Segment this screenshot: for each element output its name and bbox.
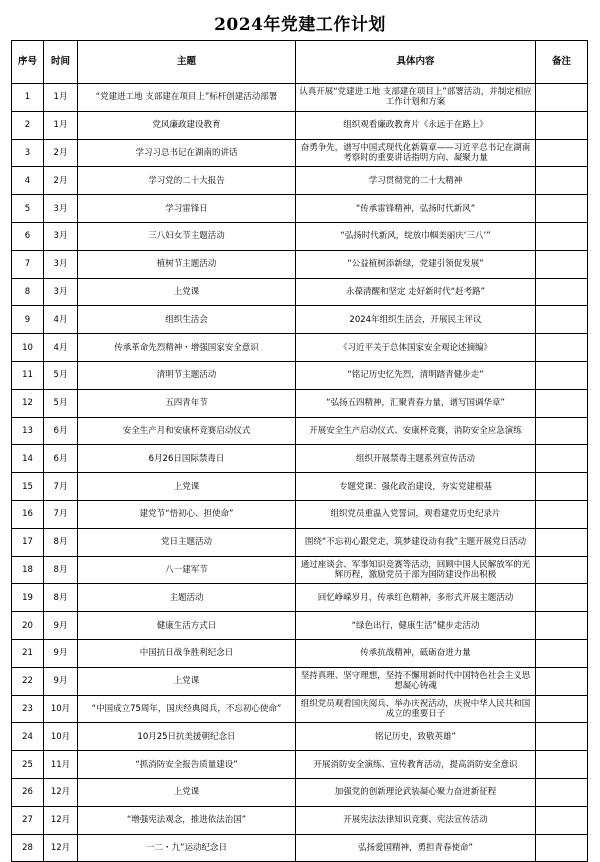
document-title: 2024年党建工作计划 bbox=[214, 15, 386, 35]
cell-no: 10 bbox=[12, 334, 44, 362]
cell-content: “公益植树添新绿，党建引领促发展” bbox=[296, 250, 536, 278]
cell-no: 19 bbox=[12, 584, 44, 612]
cell-content: “绿色出行，健康生活”健步走活动 bbox=[296, 612, 536, 640]
cell-note bbox=[536, 723, 588, 751]
cell-no: 5 bbox=[12, 195, 44, 223]
cell-note bbox=[536, 195, 588, 223]
cell-topic: 上党课 bbox=[78, 667, 296, 695]
cell-topic: 清明节主题活动 bbox=[78, 361, 296, 389]
cell-topic: 学习党的二十大报告 bbox=[78, 167, 296, 195]
cell-note bbox=[536, 222, 588, 250]
header-time: 时间 bbox=[44, 41, 78, 84]
table-row bbox=[12, 612, 588, 640]
cell-no: 26 bbox=[12, 778, 44, 806]
cell-content: 组织观看廉政教育片《永远于在路上》 bbox=[296, 111, 536, 139]
table-row bbox=[12, 723, 588, 751]
cell-no: 23 bbox=[12, 695, 44, 723]
table-row bbox=[12, 139, 588, 167]
table-row bbox=[12, 667, 588, 695]
cell-no: 3 bbox=[12, 139, 44, 167]
cell-topic: 组织生活会 bbox=[78, 306, 296, 334]
cell-content: 《习近平关于总体国家安全观论述摘编》 bbox=[296, 334, 536, 362]
cell-note bbox=[536, 334, 588, 362]
table-row bbox=[12, 556, 588, 584]
cell-time: 12月 bbox=[44, 834, 78, 862]
cell-note bbox=[536, 751, 588, 779]
cell-note bbox=[536, 806, 588, 834]
cell-content: 加强党的创新理论武装凝心聚力奋进新征程 bbox=[296, 778, 536, 806]
cell-topic: 6月26日国际禁毒日 bbox=[78, 445, 296, 473]
table-row bbox=[12, 84, 588, 112]
table-row bbox=[12, 639, 588, 667]
cell-content: 铭记历史，致敬英雄” bbox=[296, 723, 536, 751]
cell-note bbox=[536, 612, 588, 640]
cell-no: 28 bbox=[12, 834, 44, 862]
cell-note bbox=[536, 306, 588, 334]
cell-time: 9月 bbox=[44, 612, 78, 640]
cell-content: “传承雷锋精神，弘扬时代新风” bbox=[296, 195, 536, 223]
cell-topic: 植树节主题活动 bbox=[78, 250, 296, 278]
cell-no: 6 bbox=[12, 222, 44, 250]
cell-topic: 学习习总书记在湖南的讲话 bbox=[78, 139, 296, 167]
cell-note bbox=[536, 445, 588, 473]
table-row bbox=[12, 361, 588, 389]
cell-time: 4月 bbox=[44, 306, 78, 334]
header-note: 备注 bbox=[536, 41, 588, 84]
table-row bbox=[12, 195, 588, 223]
cell-time: 6月 bbox=[44, 445, 78, 473]
cell-topic: 上党课 bbox=[78, 778, 296, 806]
plan-table bbox=[11, 40, 588, 862]
cell-topic: 党日主题活动 bbox=[78, 528, 296, 556]
cell-content: 专题党课：强化政治建设，夯实党建根基 bbox=[296, 473, 536, 501]
cell-note bbox=[536, 250, 588, 278]
cell-no: 21 bbox=[12, 639, 44, 667]
cell-time: 3月 bbox=[44, 195, 78, 223]
cell-time: 7月 bbox=[44, 473, 78, 501]
cell-time: 5月 bbox=[44, 361, 78, 389]
cell-content: 开展宪法法律知识竞赛、宪法宣传活动 bbox=[296, 806, 536, 834]
header-content: 具体内容 bbox=[296, 41, 536, 84]
table-row bbox=[12, 111, 588, 139]
table-row bbox=[12, 473, 588, 501]
cell-time: 1月 bbox=[44, 111, 78, 139]
cell-no: 24 bbox=[12, 723, 44, 751]
cell-no: 8 bbox=[12, 278, 44, 306]
cell-time: 1月 bbox=[44, 84, 78, 112]
table-row bbox=[12, 695, 588, 723]
cell-note bbox=[536, 778, 588, 806]
cell-note bbox=[536, 834, 588, 862]
table-row bbox=[12, 834, 588, 862]
cell-note bbox=[536, 167, 588, 195]
table-row bbox=[12, 250, 588, 278]
cell-time: 5月 bbox=[44, 389, 78, 417]
cell-note bbox=[536, 584, 588, 612]
cell-time: 12月 bbox=[44, 806, 78, 834]
cell-no: 22 bbox=[12, 667, 44, 695]
cell-topic: 健康生活方式日 bbox=[78, 612, 296, 640]
cell-time: 8月 bbox=[44, 584, 78, 612]
cell-content: 围绕“不忘初心跟党走，筑梦建设动有我”主题开展党日活动 bbox=[296, 528, 536, 556]
cell-time: 2月 bbox=[44, 139, 78, 167]
cell-time: 3月 bbox=[44, 278, 78, 306]
cell-content: 组织开展禁毒主题系列宣传活动 bbox=[296, 445, 536, 473]
cell-content: 永葆清醒和坚定 走好新时代“赶考路” bbox=[296, 278, 536, 306]
cell-content: “弘扬时代新风，绽放巾帼美丽庆‘三八’” bbox=[296, 222, 536, 250]
cell-note bbox=[536, 556, 588, 584]
table-row bbox=[12, 500, 588, 528]
cell-time: 3月 bbox=[44, 222, 78, 250]
cell-no: 14 bbox=[12, 445, 44, 473]
cell-note bbox=[536, 639, 588, 667]
cell-topic: 三八妇女节主题活动 bbox=[78, 222, 296, 250]
cell-topic: “抓消防安全报告质量建设” bbox=[78, 751, 296, 779]
table-row bbox=[12, 306, 588, 334]
cell-no: 15 bbox=[12, 473, 44, 501]
cell-time: 2月 bbox=[44, 167, 78, 195]
cell-note bbox=[536, 389, 588, 417]
cell-content: 认真开展“党建进工地 支部建在项目上”部署活动，并制定相应工作计划和方案 bbox=[296, 84, 536, 112]
cell-topic: 10月25日抗美援朝纪念日 bbox=[78, 723, 296, 751]
cell-content: 回忆峥嵘岁月，传承红色精神，多形式开展主题活动 bbox=[296, 584, 536, 612]
cell-note bbox=[536, 139, 588, 167]
cell-topic: 上党课 bbox=[78, 278, 296, 306]
cell-topic: 建党节“悟初心、担使命” bbox=[78, 500, 296, 528]
cell-no: 17 bbox=[12, 528, 44, 556]
cell-no: 20 bbox=[12, 612, 44, 640]
cell-topic: 八一建军节 bbox=[78, 556, 296, 584]
cell-no: 9 bbox=[12, 306, 44, 334]
cell-content: 奋勇争先，谱写中国式现代化新篇章——习近平总书记在湖南考察时的重要讲话指明方向、凝聚力量 bbox=[296, 139, 536, 167]
table-row bbox=[12, 167, 588, 195]
table-row bbox=[12, 584, 588, 612]
cell-no: 13 bbox=[12, 417, 44, 445]
cell-note bbox=[536, 84, 588, 112]
table-row bbox=[12, 528, 588, 556]
cell-time: 6月 bbox=[44, 417, 78, 445]
cell-note bbox=[536, 473, 588, 501]
cell-time: 7月 bbox=[44, 500, 78, 528]
header-no: 序号 bbox=[12, 41, 44, 84]
cell-topic: 中国抗日战争胜利纪念日 bbox=[78, 639, 296, 667]
cell-topic: “党建进工地 支部建在项目上”标杆创建活动部署 bbox=[78, 84, 296, 112]
cell-topic: 五四青年节 bbox=[78, 389, 296, 417]
cell-time: 8月 bbox=[44, 528, 78, 556]
table-row bbox=[12, 278, 588, 306]
table-row bbox=[12, 778, 588, 806]
cell-content: “铭记历史忆先烈，清明踏青健步走” bbox=[296, 361, 536, 389]
cell-note bbox=[536, 111, 588, 139]
cell-no: 25 bbox=[12, 751, 44, 779]
cell-no: 18 bbox=[12, 556, 44, 584]
cell-note bbox=[536, 278, 588, 306]
cell-note bbox=[536, 417, 588, 445]
cell-content: 2024年组织生活会，开展民主评议 bbox=[296, 306, 536, 334]
cell-time: 4月 bbox=[44, 334, 78, 362]
cell-topic: 学习雷锋日 bbox=[78, 195, 296, 223]
cell-time: 10月 bbox=[44, 723, 78, 751]
cell-time: 9月 bbox=[44, 667, 78, 695]
cell-topic: 党风廉政建设教育 bbox=[78, 111, 296, 139]
cell-time: 8月 bbox=[44, 556, 78, 584]
table-body bbox=[12, 84, 588, 862]
cell-no: 16 bbox=[12, 500, 44, 528]
cell-content: 组织党员重温入党誓词，观看建党历史纪录片 bbox=[296, 500, 536, 528]
cell-content: 开展安全生产启动仪式、安康杯竞赛，消防安全应急演练 bbox=[296, 417, 536, 445]
table-row bbox=[12, 417, 588, 445]
cell-no: 27 bbox=[12, 806, 44, 834]
cell-note bbox=[536, 695, 588, 723]
cell-time: 11月 bbox=[44, 751, 78, 779]
header-topic: 主题 bbox=[78, 41, 296, 84]
cell-content: 弘扬爱国精神，勇担青春使命” bbox=[296, 834, 536, 862]
cell-content: 通过座谈会、军事知识竞赛等活动，回顾中国人民解放军的光辉历程，激励党员干部为国防建设作出积极 bbox=[296, 556, 536, 584]
cell-topic: 传承革命先烈精神・增强国家安全意识 bbox=[78, 334, 296, 362]
table-row bbox=[12, 445, 588, 473]
cell-no: 12 bbox=[12, 389, 44, 417]
cell-content: 学习贯彻党的二十大精神 bbox=[296, 167, 536, 195]
cell-no: 4 bbox=[12, 167, 44, 195]
cell-note bbox=[536, 528, 588, 556]
cell-topic: 安全生产月和安康杯竞赛启动仪式 bbox=[78, 417, 296, 445]
cell-content: 开展消防安全演练、宣传教育活动，提高消防安全意识 bbox=[296, 751, 536, 779]
table-row bbox=[12, 806, 588, 834]
table-row bbox=[12, 751, 588, 779]
cell-note bbox=[536, 361, 588, 389]
cell-topic: 一二・九”运动纪念日 bbox=[78, 834, 296, 862]
table-row bbox=[12, 222, 588, 250]
table-header-row bbox=[12, 41, 588, 84]
cell-topic: “中国成立75周年，国庆经典阅兵，不忘初心使命” bbox=[78, 695, 296, 723]
cell-no: 7 bbox=[12, 250, 44, 278]
cell-content: “弘扬五四精神，汇聚青春力量，谱写国调华章” bbox=[296, 389, 536, 417]
table-row bbox=[12, 389, 588, 417]
cell-no: 1 bbox=[12, 84, 44, 112]
cell-topic: “增强宪法观念，推进依法治国” bbox=[78, 806, 296, 834]
cell-content: 传承抗战精神，砥砺奋进力量 bbox=[296, 639, 536, 667]
cell-no: 2 bbox=[12, 111, 44, 139]
cell-time: 10月 bbox=[44, 695, 78, 723]
cell-topic: 主题活动 bbox=[78, 584, 296, 612]
cell-topic: 上党课 bbox=[78, 473, 296, 501]
cell-content: 坚持真理、坚守理想，坚持不懈用新时代中国特色社会主义思想凝心铸魂 bbox=[296, 667, 536, 695]
cell-note bbox=[536, 667, 588, 695]
cell-content: 组织党员观看国庆阅兵、举办庆祝活动，庆祝中华人民共和国成立的重要日子 bbox=[296, 695, 536, 723]
cell-note bbox=[536, 500, 588, 528]
cell-time: 9月 bbox=[44, 639, 78, 667]
cell-time: 3月 bbox=[44, 250, 78, 278]
cell-no: 11 bbox=[12, 361, 44, 389]
table-row bbox=[12, 334, 588, 362]
cell-time: 12月 bbox=[44, 778, 78, 806]
